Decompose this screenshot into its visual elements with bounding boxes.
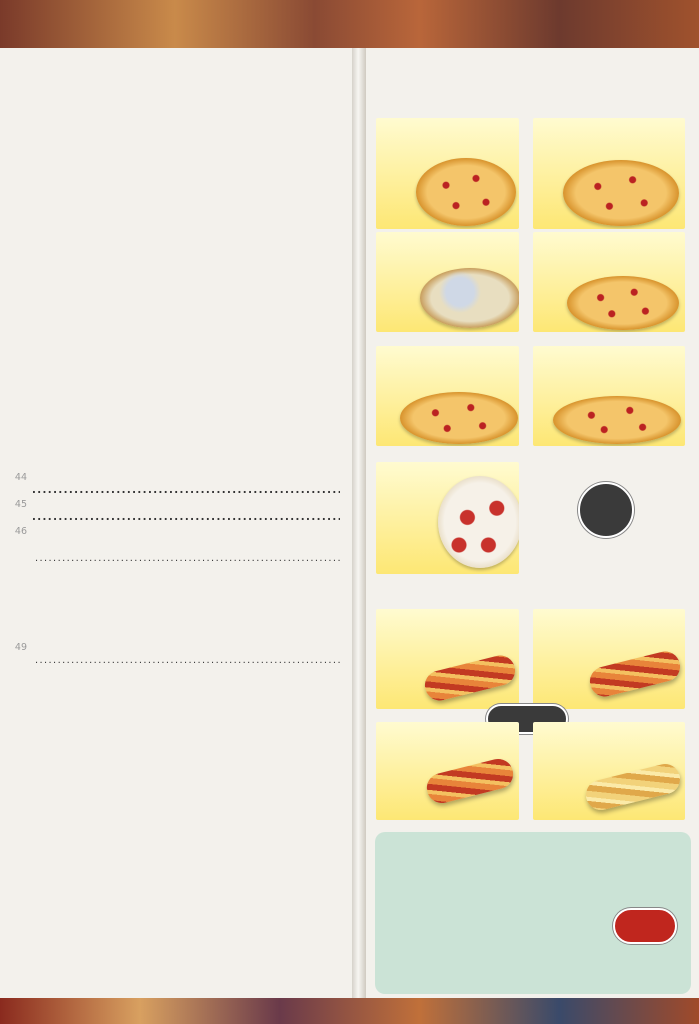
pizza-card — [376, 118, 519, 229]
top-photo-strip — [0, 0, 699, 48]
menu-item — [8, 511, 342, 524]
pizza-card — [533, 232, 685, 332]
pannini-card — [533, 609, 685, 709]
pizza-card — [533, 346, 685, 446]
menu-item — [8, 484, 342, 497]
substitution-note — [8, 579, 342, 592]
pannini-image — [583, 761, 683, 813]
item-description — [33, 552, 343, 565]
pannini-card — [376, 609, 519, 709]
menu-item: 46 — [14, 526, 27, 537]
pizza-card — [376, 462, 519, 574]
bottom-photo-strip — [0, 998, 699, 1024]
item-description — [33, 755, 343, 768]
pannini-image — [422, 652, 519, 703]
pizza-card — [376, 346, 519, 446]
menu-item: 44 — [14, 472, 27, 483]
pizza-image — [553, 396, 681, 444]
pizza-image — [416, 158, 516, 226]
pannini-image — [587, 648, 684, 699]
menu-item: 45 — [14, 499, 27, 510]
menu-item: 49 — [14, 642, 27, 653]
item-description — [33, 769, 343, 782]
section-title-hamburgueses — [0, 370, 352, 386]
pizza-card — [376, 232, 519, 332]
pizza-price-badge — [578, 482, 634, 538]
pizza-image — [420, 268, 519, 328]
pizza-image — [567, 276, 679, 330]
menu-infantil-box — [375, 832, 691, 994]
pizza-image — [438, 476, 519, 568]
page-fold — [352, 48, 366, 998]
pizza-image — [400, 392, 518, 444]
substitution-note — [8, 565, 342, 578]
item-description — [33, 538, 343, 551]
pannini-image — [424, 756, 517, 806]
pizza-image — [563, 160, 679, 226]
pannini-card — [376, 722, 519, 820]
pizza-card — [533, 118, 685, 229]
item-description — [33, 654, 343, 667]
pannini-card — [533, 722, 685, 820]
menu-infantil-price — [613, 908, 677, 944]
